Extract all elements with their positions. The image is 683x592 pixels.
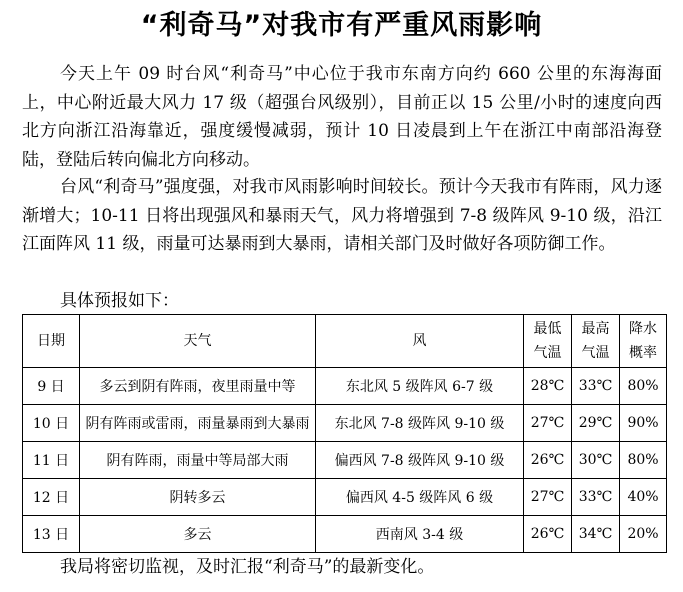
cell-min-temp: 26℃	[524, 516, 572, 553]
table-row	[23, 405, 667, 442]
paragraph-typhoon-position: 今天上午 09 时台风“利奇马”中心位于我市东南方向约 660 公里的东海海面上，中心附近最大风力 17 级（超强台风级别），目前正以 15 公里/小时的速度向西北方向浙江沿海靠近，强度缓慢减弱，预计 10 日凌晨到上午在浙江中南部沿海登陆，登陆后转向偏北方向移动。	[22, 64, 662, 170]
cell-max-temp: 33℃	[572, 368, 620, 405]
cell-max-temp: 29℃	[572, 405, 620, 442]
cell-weather: 阴有阵雨或雷雨，雨量暴雨到大暴雨	[80, 405, 316, 442]
document-title: “利奇马”对我市有严重风雨影响	[140, 10, 543, 41]
table-row	[23, 516, 667, 553]
table-row	[23, 442, 667, 479]
header-rain-line1: 降水	[629, 321, 657, 337]
table-row	[23, 368, 667, 405]
cell-wind: 东北风 5 级阵风 6-7 级	[316, 368, 524, 405]
cell-max-temp: 30℃	[572, 442, 620, 479]
header-min-temp	[524, 315, 572, 368]
header-max-temp-line1: 最高	[581, 321, 610, 337]
cell-date: 12 日	[23, 479, 80, 516]
cell-rain-probability: 90%	[620, 405, 667, 442]
cell-weather: 多云	[80, 516, 316, 553]
table-row	[23, 479, 667, 516]
cell-min-temp: 27℃	[524, 405, 572, 442]
paragraph-impact-forecast: 台风“利奇马”强度强，对我市风雨影响时间较长。预计今天我市有阵雨，风力逐渐增大；10-11 日将出现强风和暴雨天气，风力将增强到 7-8 级阵风 9-10 级，沿江江面阵风 11 级，雨量可达暴雨到大暴雨，请相关部门及时做好各项防御工作。	[22, 177, 662, 254]
cell-wind: 偏西风 7-8 级阵风 9-10 级	[316, 442, 524, 479]
forecast-table	[22, 314, 667, 553]
cell-min-temp: 26℃	[524, 442, 572, 479]
header-max-temp-line2: 气温	[581, 345, 610, 361]
paragraph-forecast-intro: 具体预报如下：	[60, 291, 179, 311]
header-wind: 风	[316, 315, 524, 368]
table-header-row	[23, 315, 667, 368]
cell-weather: 阴转多云	[80, 479, 316, 516]
cell-min-temp: 27℃	[524, 479, 572, 516]
cell-wind: 东北风 7-8 级阵风 9-10 级	[316, 405, 524, 442]
header-max-temp	[572, 315, 620, 368]
cell-wind: 西南风 3-4 级	[316, 516, 524, 553]
paragraph-closing: 我局将密切监视，及时汇报“利奇马”的最新变化。	[60, 557, 435, 577]
cell-rain-probability: 80%	[620, 442, 667, 479]
cell-max-temp: 34℃	[572, 516, 620, 553]
header-min-temp-line1: 最低	[533, 321, 562, 337]
header-rain-line2: 概率	[629, 345, 657, 361]
cell-rain-probability: 80%	[620, 368, 667, 405]
cell-date: 10 日	[23, 405, 80, 442]
header-weather: 天气	[80, 315, 316, 368]
cell-date: 9 日	[23, 368, 80, 405]
header-date: 日期	[23, 315, 80, 368]
cell-date: 13 日	[23, 516, 80, 553]
cell-weather: 阴有阵雨，雨量中等局部大雨	[80, 442, 316, 479]
cell-date: 11 日	[23, 442, 80, 479]
cell-rain-probability: 40%	[620, 479, 667, 516]
cell-weather: 多云到阴有阵雨，夜里雨量中等	[80, 368, 316, 405]
cell-rain-probability: 20%	[620, 516, 667, 553]
header-min-temp-line2: 气温	[533, 345, 562, 361]
header-rain-probability	[620, 315, 667, 368]
cell-min-temp: 28℃	[524, 368, 572, 405]
cell-max-temp: 33℃	[572, 479, 620, 516]
cell-wind: 偏西风 4-5 级阵风 6 级	[316, 479, 524, 516]
